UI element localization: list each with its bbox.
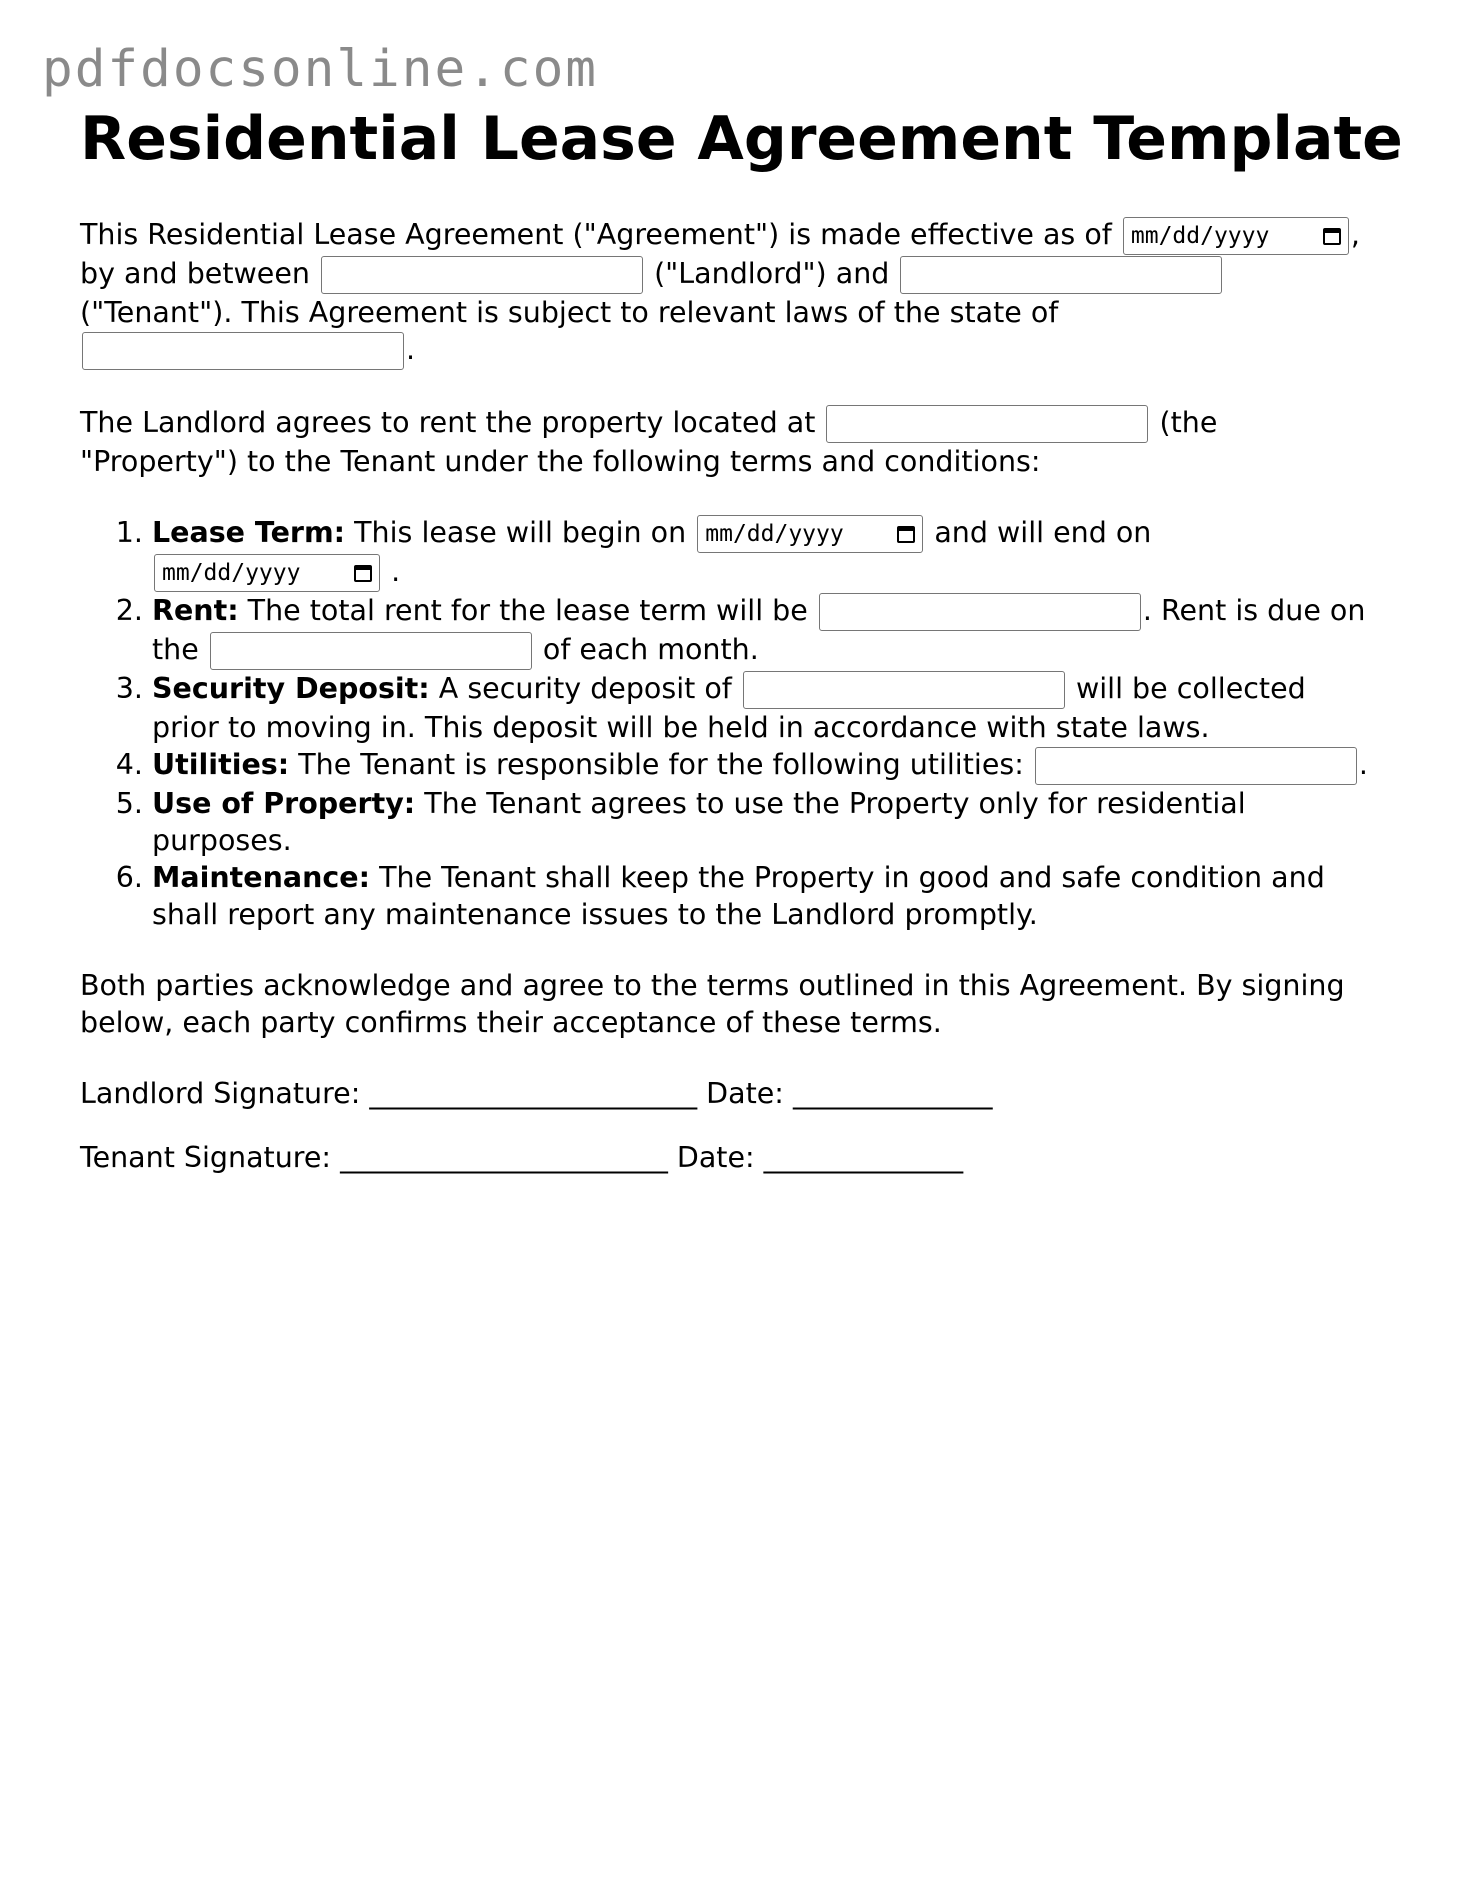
effective-date-field[interactable] [1123,217,1349,255]
property-paragraph [80,404,1380,480]
date-placeholder: mm/dd/yyyy [1130,222,1270,249]
acknowledgement-paragraph: Both parties acknowledge and agree to the terms outlined in this Agreement. By signing below, each party confirms their acceptance of these terms. [80,969,1345,1039]
intro-text-4: ("Tenant"). This Agreement is subject to relevant laws of the state of [80,296,1059,329]
term-text: The total rent for the lease term will be [247,594,808,627]
utilities-field[interactable] [1035,747,1357,785]
term-text: of each month. [542,633,759,666]
list-item-security-deposit [152,670,1380,746]
calendar-icon[interactable] [354,565,372,582]
list-item-use-of-property [152,785,1380,859]
intro-text-2: , by and between [80,218,1360,290]
calendar-icon[interactable] [897,526,915,543]
term-text: The Tenant agrees to use the Property only for residential purposes. [152,787,1246,857]
term-label: Security Deposit: [152,672,430,705]
term-label: Use of Property: [152,787,416,820]
date-placeholder: mm/dd/yyyy [705,520,844,547]
lease-start-date-field[interactable] [697,515,923,553]
calendar-icon[interactable] [1323,228,1341,245]
document-body [80,100,1403,1203]
intro-text-3: ("Landlord") and [654,257,890,290]
document-title: Residential Lease Agreement Template [80,104,1403,174]
list-item-rent [152,592,1380,670]
intro-paragraph [80,216,1380,370]
intro-text-5: . [406,333,416,366]
rent-amount-field[interactable] [819,593,1141,631]
term-text: This lease will begin on [354,516,687,549]
term-label: Lease Term: [152,516,346,549]
term-text: . [391,555,401,588]
list-item-utilities [152,746,1380,785]
property-address-field[interactable] [826,405,1148,443]
term-label: Utilities: [152,748,290,781]
term-text: . Rent is due on the [152,594,1366,666]
property-text-1: The Landlord agrees to rent the property located at [80,406,816,439]
tenant-name-field[interactable] [900,256,1222,294]
intro-text-1: This Residential Lease Agreement ("Agreement") is made effective as of [80,218,1112,251]
landlord-signature-line: Landlord Signature: _______________________ Date: ______________ [80,1077,993,1110]
watermark: pdfdocsonline.com [42,40,598,99]
term-text: The Tenant shall keep the Property in good and safe condition and shall report any maintenance issues to the Landlord promptly. [152,861,1325,931]
term-text: The Tenant is responsible for the following utilities: [298,748,1024,781]
lease-end-date-field[interactable] [154,554,380,592]
tenant-signature-line: Tenant Signature: _______________________ Date: ______________ [80,1141,964,1174]
term-label: Maintenance: [152,861,371,894]
terms-list [80,514,1380,933]
list-item-maintenance [152,859,1380,933]
property-text-2: (the "Property") to the Tenant under the following terms and conditions: [80,406,1218,478]
term-text: . [1358,748,1368,781]
landlord-name-field[interactable] [321,256,643,294]
term-text: A security deposit of [438,672,732,705]
list-item-lease-term [152,514,1380,592]
security-deposit-field[interactable] [743,671,1065,709]
term-text: will be collected prior to moving in. This deposit will be held in accordance with state laws. [152,672,1306,744]
state-field[interactable] [82,332,404,370]
term-label: Rent: [152,594,239,627]
date-placeholder: mm/dd/yyyy [162,559,301,586]
term-text: and will end on [934,516,1152,549]
rent-due-day-field[interactable] [210,632,532,670]
